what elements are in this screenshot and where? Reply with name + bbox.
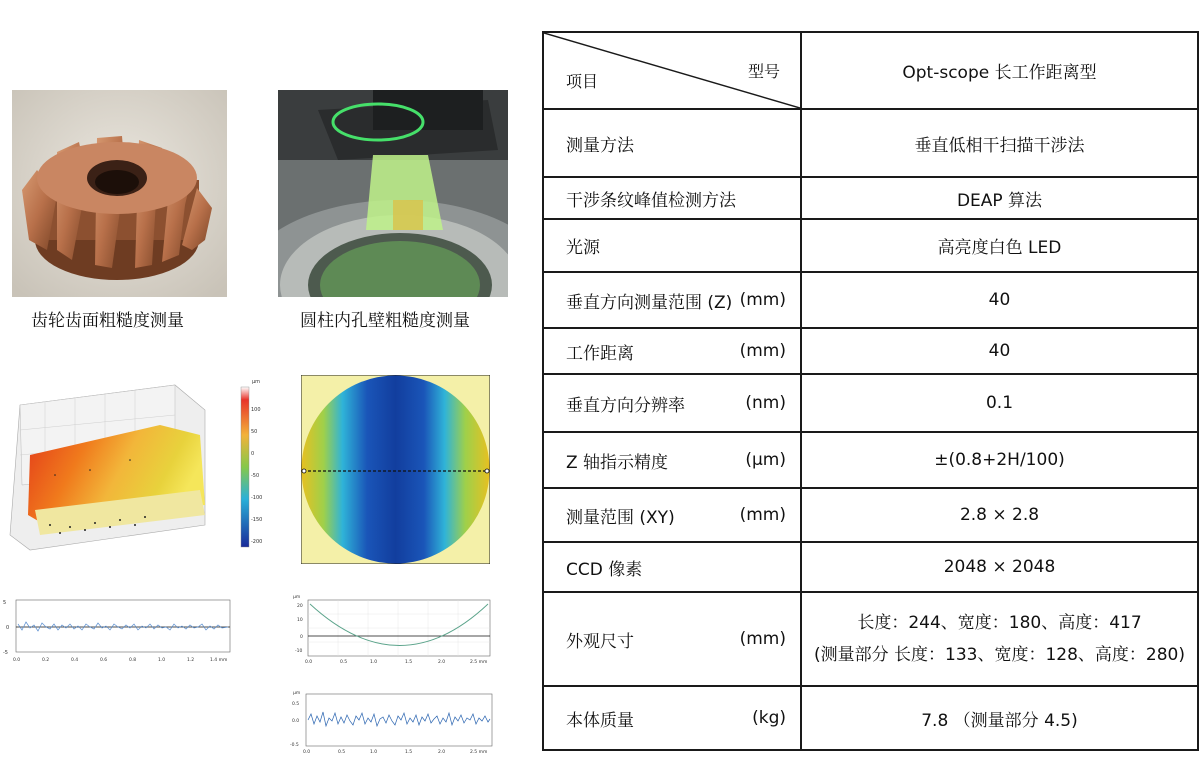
profile3-x-tick: 2.5 mm xyxy=(470,750,488,755)
row-unit: (mm) xyxy=(739,505,786,525)
row-value: 40 xyxy=(801,328,1198,374)
profile1-x-tick: 0.8 xyxy=(129,658,137,663)
item-label: 项目 xyxy=(566,72,599,91)
profile3-y-tick: 0.5 xyxy=(292,702,300,707)
row-unit: (μm) xyxy=(745,450,786,470)
gear-photo xyxy=(12,90,227,297)
surface-3d-plot xyxy=(0,375,262,563)
profile3-x-tick: 1.5 xyxy=(405,750,413,755)
table-row xyxy=(543,686,1198,750)
table-row xyxy=(543,432,1198,488)
profile2-y-tick: 10 xyxy=(297,618,303,623)
profile1-x-tick: 0.2 xyxy=(42,658,50,663)
roughness-profile-1 xyxy=(2,594,234,666)
profile2-y-tick: 0 xyxy=(300,635,303,640)
table-row xyxy=(543,272,1198,328)
row-label: CCD 像素 xyxy=(566,559,643,580)
cylinder-caption: 圆柱内孔壁粗糙度测量 xyxy=(300,311,470,331)
profile2-x-tick: 1.0 xyxy=(370,660,378,665)
colorbar-tick: 0 xyxy=(251,451,255,457)
model-label: 型号 xyxy=(747,62,780,81)
table-row xyxy=(543,109,1198,177)
spec-table xyxy=(542,31,1199,751)
row-value: 2.8 × 2.8 xyxy=(801,488,1198,542)
profile1-x-tick: 0.4 xyxy=(71,658,79,663)
row-unit: (mm) xyxy=(739,341,786,361)
row-value: 0.1 xyxy=(801,374,1198,432)
profile3-x-tick: 1.0 xyxy=(370,750,378,755)
colorbar-tick: -50 xyxy=(251,473,260,479)
profile3-x-tick: 0.5 xyxy=(338,750,346,755)
profile2-unit: μm xyxy=(293,595,301,600)
row-value: DEAP 算法 xyxy=(801,177,1198,219)
colorbar-unit: μm xyxy=(252,379,261,385)
table-row xyxy=(543,374,1198,432)
profile1-x-tick: 0.0 xyxy=(13,658,21,663)
row-value: 2048 × 2048 xyxy=(801,542,1198,592)
profile2-x-tick: 0.0 xyxy=(305,660,313,665)
profile2-x-tick: 0.5 xyxy=(340,660,348,665)
gear-caption: 齿轮齿面粗糙度测量 xyxy=(31,311,184,331)
row-value: ±(0.8+2H/100) xyxy=(801,432,1198,488)
row-value: 垂直低相干扫描干涉法 xyxy=(801,109,1198,177)
profile3-x-tick: 2.0 xyxy=(438,750,446,755)
profile2-y-tick: -10 xyxy=(295,649,303,654)
table-row xyxy=(543,177,1198,219)
table-row xyxy=(543,219,1198,272)
row-label: 测量范围 (XY) xyxy=(566,507,675,528)
colorbar-tick: -150 xyxy=(251,517,262,523)
profile3-y-tick: -0.5 xyxy=(290,743,299,748)
row-value: 高亮度白色 LED xyxy=(801,219,1198,272)
header-diagonal-cell xyxy=(543,32,801,109)
profile2-x-tick: 1.5 xyxy=(405,660,413,665)
profile3-unit: μm xyxy=(293,691,301,696)
profile3-y-tick: 0.0 xyxy=(292,719,300,724)
table-row xyxy=(543,592,1198,686)
height-map-2d xyxy=(301,375,490,564)
row-label: 垂直方向测量范围 (Z) xyxy=(566,292,733,313)
colorbar-tick: 100 xyxy=(251,407,261,413)
row-label: 干涉条纹峰值检测方法 xyxy=(566,190,736,211)
table-row xyxy=(543,328,1198,374)
profile1-x-tick: 0.6 xyxy=(100,658,108,663)
row-value: 7.8 （测量部分 4.5) xyxy=(801,686,1198,750)
form-profile-2 xyxy=(290,592,495,672)
row-label: Z 轴指示精度 xyxy=(566,452,669,473)
table-header-row xyxy=(543,32,1198,109)
roughness-profile-3 xyxy=(290,688,495,760)
colorbar-tick: -200 xyxy=(251,539,262,545)
row-unit: (mm) xyxy=(739,629,786,649)
table-row xyxy=(543,488,1198,542)
cylinder-photo xyxy=(278,90,508,297)
row-value: 长度：244、宽度：180、高度：417 xyxy=(857,613,1142,633)
row-label: 本体质量 xyxy=(566,710,634,731)
table-row xyxy=(543,542,1198,592)
row-label: 测量方法 xyxy=(566,135,634,156)
profile2-y-tick: 20 xyxy=(297,604,303,609)
row-label: 垂直方向分辨率 xyxy=(566,395,685,416)
profile1-y-tick: 0 xyxy=(6,625,10,631)
profile2-x-tick: 2.5 mm xyxy=(470,660,488,665)
row-unit: (nm) xyxy=(745,393,786,413)
profile1-y-tick: -5 xyxy=(3,650,8,656)
profile1-x-tick: 1.0 xyxy=(158,658,166,663)
profile3-x-tick: 0.0 xyxy=(303,750,311,755)
profile1-x-tick: 1.2 xyxy=(187,658,195,663)
row-value-secondary: (测量部分 长度：133、宽度：128、高度：280) xyxy=(813,645,1185,665)
row-unit: (mm) xyxy=(739,290,786,310)
row-label: 光源 xyxy=(566,238,600,258)
profile1-y-tick: 5 xyxy=(3,600,7,606)
row-label: 外观尺寸 xyxy=(566,631,634,652)
row-value: 40 xyxy=(801,272,1198,328)
profile1-x-tick: 1.4 mm xyxy=(210,658,228,663)
profile2-x-tick: 2.0 xyxy=(438,660,446,665)
colorbar-tick: 50 xyxy=(251,429,258,435)
colorbar-tick: -100 xyxy=(251,495,262,501)
row-unit: (kg) xyxy=(752,708,786,728)
model-value: Opt-scope 长工作距离型 xyxy=(801,32,1198,109)
row-label: 工作距离 xyxy=(566,343,634,364)
